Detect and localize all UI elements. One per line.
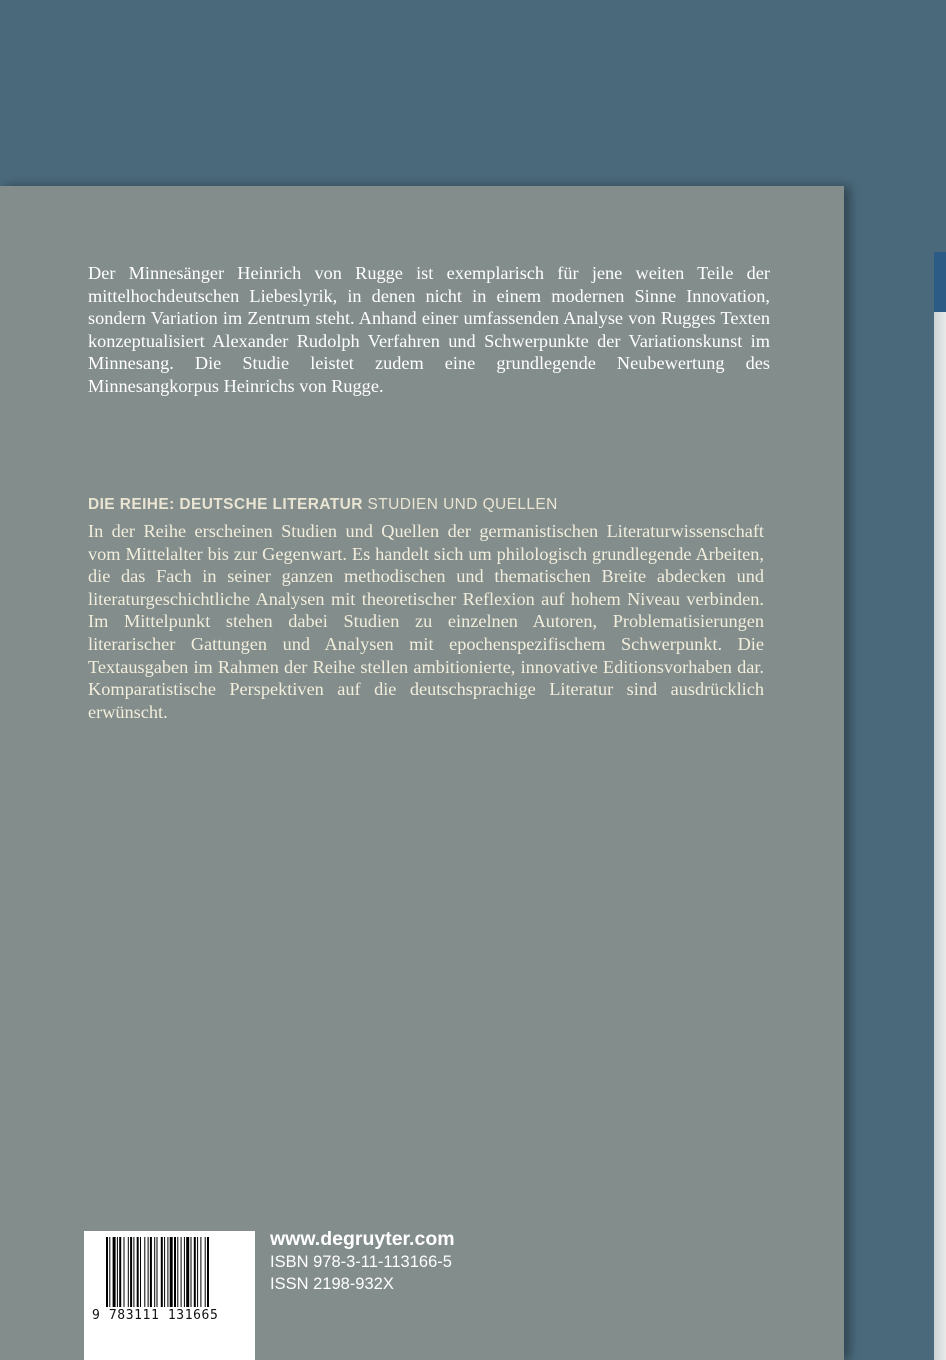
- publisher-website[interactable]: www.degruyter.com: [270, 1228, 455, 1250]
- barcode-bar: [200, 1237, 201, 1307]
- barcode-bar: [177, 1237, 178, 1307]
- barcode-bar: [144, 1237, 145, 1307]
- book-abstract: Der Minnesänger Heinrich von Rugge ist exemplarisch für jene weiten Teile der mittelhochdeutschen Liebeslyrik, in denen nicht in einem modernen Sinne Innovation, sondern Variation im Zentrum steht. Anhand einer umfassenden Analyse von Rugges Texten konzeptualisiert Alexander Rudolph Verfahren und Schwerpunkte der Variationskunst im Minnesang. Die Studie leistet zudem eine grundlegende Neubewertung des Minnesangkorpus Heinrichs von Rugge.: [88, 263, 770, 396]
- barcode-bar: [119, 1237, 121, 1307]
- barcode-bar: [150, 1237, 152, 1307]
- barcode-bar: [186, 1237, 189, 1307]
- barcode-bar: [181, 1237, 182, 1307]
- cover-edge-strip: [844, 186, 946, 1360]
- barcode-bar: [194, 1237, 196, 1307]
- barcode-bar: [109, 1237, 110, 1307]
- series-name: DIE REIHE: DEUTSCHE LITERATUR: [88, 496, 363, 513]
- barcode-bar: [170, 1237, 173, 1307]
- barcode-bar: [205, 1237, 206, 1307]
- cover-background: [0, 0, 946, 186]
- barcode-bar: [130, 1237, 132, 1307]
- barcode-bar: [154, 1237, 155, 1307]
- barcode-bar: [133, 1237, 134, 1307]
- barcode-bar: [157, 1237, 158, 1307]
- barcode-number: 9 783111 131665: [92, 1308, 219, 1323]
- barcode-bar: [207, 1237, 209, 1307]
- barcode-bar: [124, 1237, 125, 1307]
- barcode-bar: [167, 1237, 168, 1307]
- barcode-bar: [197, 1237, 198, 1307]
- series-heading: [88, 496, 788, 514]
- barcode-bar: [113, 1237, 116, 1307]
- barcode-bar: [140, 1237, 141, 1307]
- barcode-bar: [174, 1237, 176, 1307]
- barcode-bars: [106, 1237, 238, 1307]
- issn-number: ISSN 2198-932X: [270, 1275, 394, 1293]
- barcode-bar: [184, 1237, 185, 1307]
- isbn-number: ISBN 978-3-11-113166-5: [270, 1253, 452, 1271]
- barcode-bar: [137, 1237, 139, 1307]
- book-spine-edge: [934, 252, 946, 1360]
- barcode-bar: [117, 1237, 118, 1307]
- barcode-bar: [161, 1237, 163, 1307]
- series-description: In der Reihe erscheinen Studien und Quellen der germanistischen Literaturwissenschaft vom Mittelalter bis zur Gegenwart. Es handelt sich um philologisch grundlegende Arbeiten, die das Fach in seiner ganzen methodischen und thematischen Breite abdecken und literaturgeschichtliche Analysen mit theoretischer Reflexion auf hohem Niveau verbinden. Im Mittelpunkt stehen dabei Studien zu einzelnen Autoren, Problematisierungen literarischer Gattungen und Analysen mit epochenspezifischem Schwerpunkt. Die Textausgaben im Rahmen der Reihe stellen ambitionierte, innovative Editionsvorhaben dar. Komparatistische Perspektiven auf die deutschsprachige Literatur sind ausdrücklich erwünscht.: [88, 521, 764, 722]
- series-subtitle: STUDIEN UND QUELLEN: [367, 496, 558, 513]
- barcode-bar: [191, 1237, 192, 1307]
- barcode-bar: [128, 1237, 129, 1307]
- book-spine-accent: [934, 252, 946, 312]
- barcode-bar: [106, 1237, 108, 1307]
- barcode-bar: [148, 1237, 149, 1307]
- barcode-bar: [164, 1237, 165, 1307]
